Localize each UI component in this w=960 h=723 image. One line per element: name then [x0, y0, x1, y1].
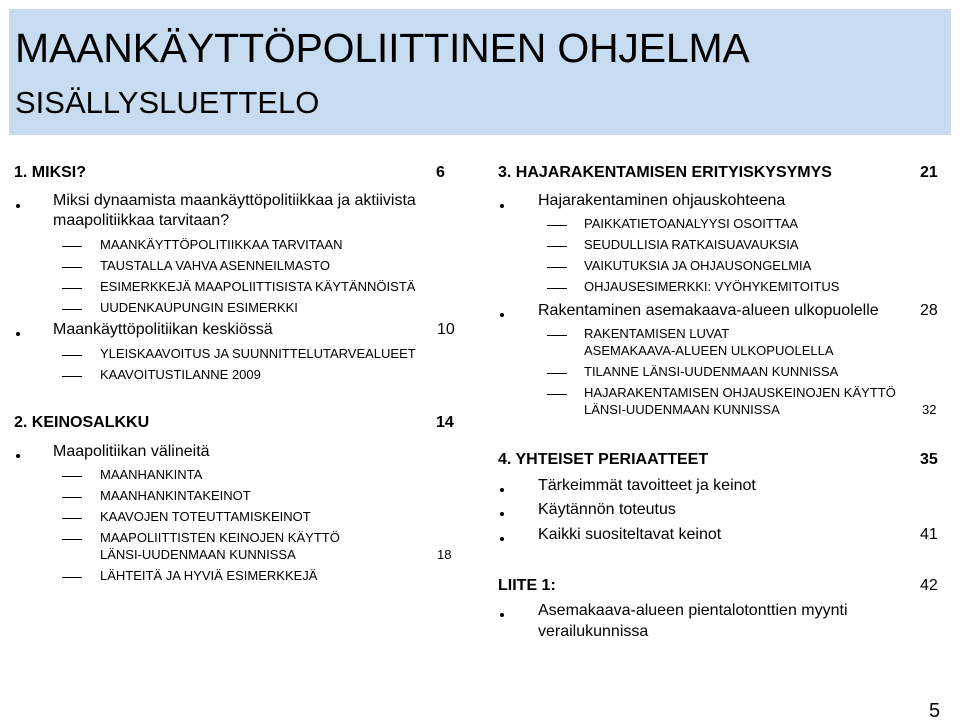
bullet-dot [500, 313, 504, 317]
section-3-sub-item: SEUDULLISIA RATKAISUAVAUKSIA [584, 237, 799, 252]
section-3-title: 3. HAJARAKENTAMISEN ERITYISKYSYMYS [498, 164, 832, 181]
section-2-bullet-1: Maapolitiikan välineitä [53, 443, 210, 460]
appendix-page: 42 [920, 577, 938, 594]
dash-marker [547, 267, 567, 268]
dash-marker [62, 518, 82, 519]
dash-marker [547, 246, 567, 247]
dash-marker [62, 267, 82, 268]
section-1-bullet-2: Maankäyttöpolitiikan keskiössä [53, 321, 273, 338]
bullet-dot [500, 488, 504, 492]
section-3-sub-item: RAKENTAMISEN LUVAT [584, 326, 730, 341]
section-2-sub-item: LÄHTEITÄ JA HYVIÄ ESIMERKKEJÄ [100, 568, 318, 583]
dash-marker [62, 288, 82, 289]
dash-marker [547, 394, 567, 395]
page-number: 5 [929, 700, 941, 722]
dash-marker [547, 288, 567, 289]
section-3-sub-item: TILANNE LÄNSI-UUDENMAAN KUNNISSA [584, 364, 839, 379]
dash-marker [62, 539, 82, 540]
section-3-page: 21 [920, 164, 938, 181]
section-3-sub-item: VAIKUTUKSIA JA OHJAUSONGELMIA [584, 258, 812, 273]
appendix-title: LIITE 1: [498, 577, 556, 594]
dash-marker [62, 376, 82, 377]
appendix-bullet-line-2: verailukunnissa [538, 623, 649, 640]
section-4-item-page: 41 [920, 526, 938, 543]
section-1-sub-item: KAAVOITUSTILANNE 2009 [100, 367, 261, 382]
dash-marker [547, 225, 567, 226]
section-4-page: 35 [920, 451, 938, 468]
section-4-title: 4. YHTEISET PERIAATTEET [498, 451, 709, 468]
section-1-sub-item: YLEISKAAVOITUS JA SUUNNITTELUTARVEALUEET [100, 346, 416, 361]
section-1-bullet-1-line-2: maapolitiikkaa tarvitaan? [53, 212, 230, 229]
dash-marker [547, 373, 567, 374]
dash-marker [62, 476, 82, 477]
page-title: MAANKÄYTTÖPOLIITTINEN OHJELMA [15, 25, 750, 71]
dash-marker [62, 246, 82, 247]
bullet-dot [16, 204, 20, 208]
section-2-sub-item: MAANHANKINTAKEINOT [100, 488, 251, 503]
section-2-sub-item: KAAVOJEN TOTEUTTAMISKEINOT [100, 509, 311, 524]
section-2-sub-item-cont: LÄNSI-UUDENMAAN KUNNISSA [100, 547, 296, 562]
section-1-sub-item: TAUSTALLA VAHVA ASENNEILMASTO [100, 258, 330, 273]
dash-marker [62, 309, 82, 310]
bullet-dot [500, 613, 504, 617]
bullet-dot [500, 537, 504, 541]
section-1-title: 1. MIKSI? [14, 164, 87, 181]
section-3-sub-item-cont: LÄNSI-UUDENMAAN KUNNISSA [584, 402, 780, 417]
section-1-bullet-2-page: 10 [437, 321, 455, 338]
section-2-sub-item: MAANHANKINTA [100, 467, 203, 482]
dash-marker [62, 497, 82, 498]
section-1-sub-item: ESIMERKKEJÄ MAAPOLIITTISISTA KÄYTÄNNÖISTÄ [100, 279, 416, 294]
section-2-sub-page: 18 [437, 547, 452, 562]
appendix-bullet-line-1: Asemakaava-alueen pientalotonttien myynti [538, 602, 848, 619]
section-3-sub-item: PAIKKATIETOANALYYSI OSOITTAA [584, 216, 799, 231]
bullet-dot [500, 512, 504, 516]
section-1-page: 6 [436, 164, 445, 181]
section-2-title: 2. KEINOSALKKU [14, 414, 150, 431]
dash-marker [62, 577, 82, 578]
dash-marker [62, 355, 82, 356]
bullet-dot [16, 454, 20, 458]
dash-marker [547, 335, 567, 336]
section-1-sub-item: MAANKÄYTTÖPOLITIIKKAA TARVITAAN [100, 237, 343, 252]
section-3-bullet-2: Rakentaminen asemakaava-alueen ulkopuolelle [538, 302, 879, 319]
bullet-dot [500, 204, 504, 208]
section-3-sub-page: 32 [922, 402, 937, 417]
section-1-sub-item: UUDENKAUPUNGIN ESIMERKKI [100, 300, 298, 315]
section-4-item: Tärkeimmät tavoitteet ja keinot [538, 477, 756, 494]
section-4-item: Kaikki suositeltavat keinot [538, 526, 722, 543]
section-1-bullet-1-line-1: Miksi dynaamista maankäyttöpolitiikkaa ja aktiivista [53, 192, 416, 209]
section-2-page: 14 [436, 414, 454, 431]
section-3-bullet-2-page: 28 [920, 302, 938, 319]
section-3-sub-item: HAJARAKENTAMISEN OHJAUSKEINOJEN KÄYTTÖ [584, 385, 896, 400]
page-subtitle: SISÄLLYSLUETTELO [15, 85, 320, 120]
bullet-dot [16, 332, 20, 336]
section-3-bullet-1: Hajarakentaminen ohjauskohteena [538, 192, 786, 209]
section-3-sub-item: OHJAUSESIMERKKI: VYÖHYKEMITOITUS [584, 279, 840, 294]
section-2-sub-item: MAAPOLIITTISTEN KEINOJEN KÄYTTÖ [100, 530, 340, 545]
section-4-item: Käytännön toteutus [538, 501, 676, 518]
section-3-sub-item-cont: ASEMAKAAVA-ALUEEN ULKOPUOLELLA [584, 343, 834, 358]
